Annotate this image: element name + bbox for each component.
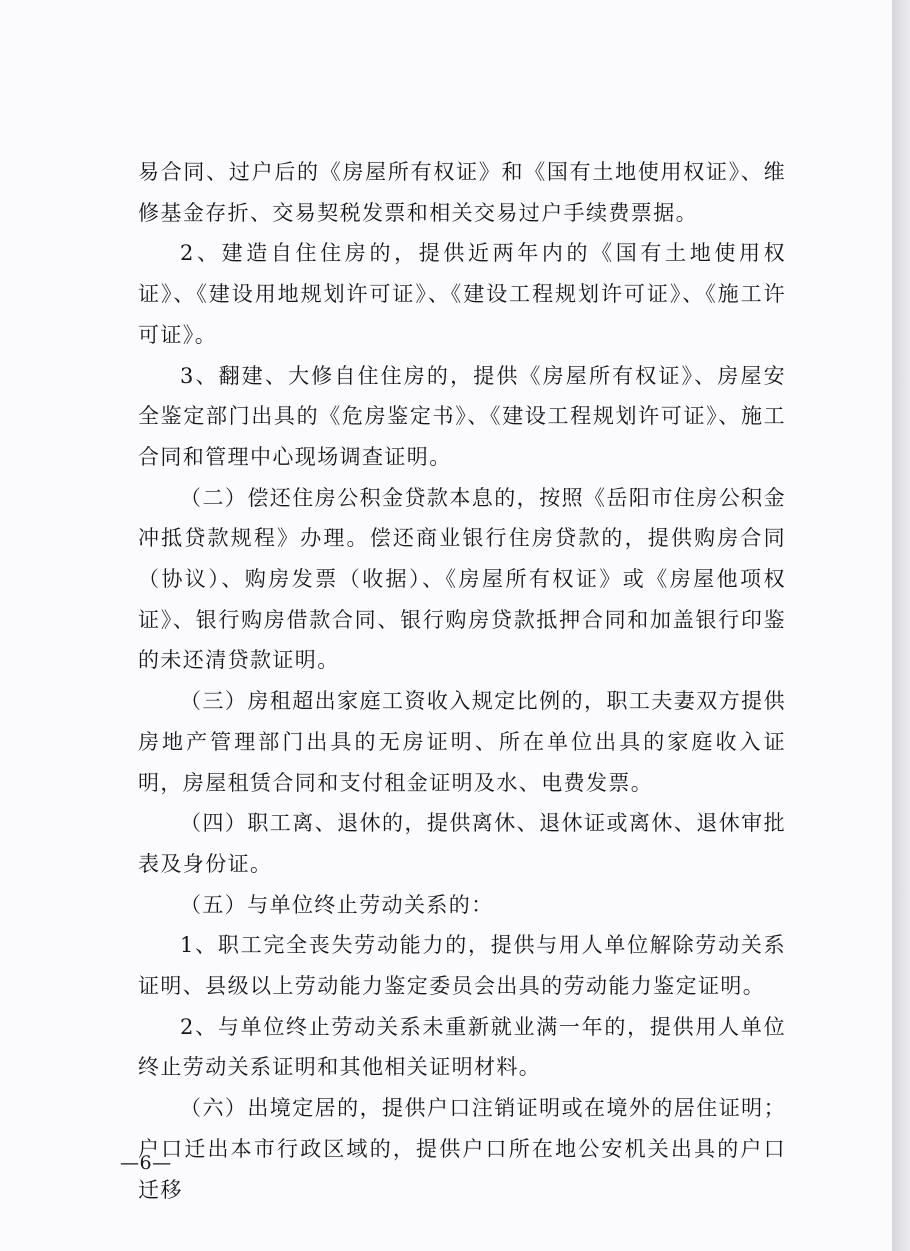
paragraph-4: （二）偿还住房公积金贷款本息的，按照《岳阳市住房公积金冲抵贷款规程》办理。偿还商业银行住房贷款的，提供购房合同（协议）、购房发票（收据）、《房屋所有权证》或《房屋他项权证》、银行购房借款合同、银行购房贷款抵押合同和加盖银行印鉴的未还清贷款证明。 (138, 485, 786, 673)
paragraph-7: （五）与单位终止劳动关系的： (180, 892, 494, 917)
paragraph-1: 易合同、过户后的《房屋所有权证》和《国有土地使用权证》、维修基金存折、交易契税发票和相关交易过户手续费票据。 (138, 160, 786, 225)
paragraph-5: （三）房租超出家庭工资收入规定比例的，职工夫妻双方提供房地产管理部门出具的无房证明、所在单位出具的家庭收入证明，房屋租赁合同和支付租金证明及水、电费发票。 (138, 689, 786, 795)
page-edge (892, 0, 910, 1251)
paragraph-10: （六）出境定居的，提供户口注销证明或在境外的居住证明；户口迁出本市行政区域的，提供户口所在地公安机关出具的户口迁移 (138, 1096, 786, 1202)
paragraph-9: 2、与单位终止劳动关系未重新就业满一年的，提供用人单位终止劳动关系证明和其他相关证明材料。 (138, 1014, 786, 1080)
paragraph-2: 2、建造自住住房的，提供近两年内的《国有土地使用权证》、《建设用地规划许可证》、《建设工程规划许可证》、《施工许可证》。 (138, 241, 786, 347)
page-number: —6— (120, 1152, 172, 1174)
paragraph-6: （四）职工离、退休的，提供离休、退休证或离休、退休审批表及身份证。 (138, 811, 786, 876)
paragraph-3: 3、翻建、大修自住住房的，提供《房屋所有权证》、房屋安全鉴定部门出具的《危房鉴定书》、《建设工程规划许可证》、施工合同和管理中心现场调查证明。 (138, 363, 786, 469)
body-text (138, 152, 786, 1210)
paragraph-8: 1、职工完全丧失劳动能力的，提供与用人单位解除劳动关系证明、县级以上劳动能力鉴定委员会出具的劳动能力鉴定证明。 (138, 933, 786, 999)
